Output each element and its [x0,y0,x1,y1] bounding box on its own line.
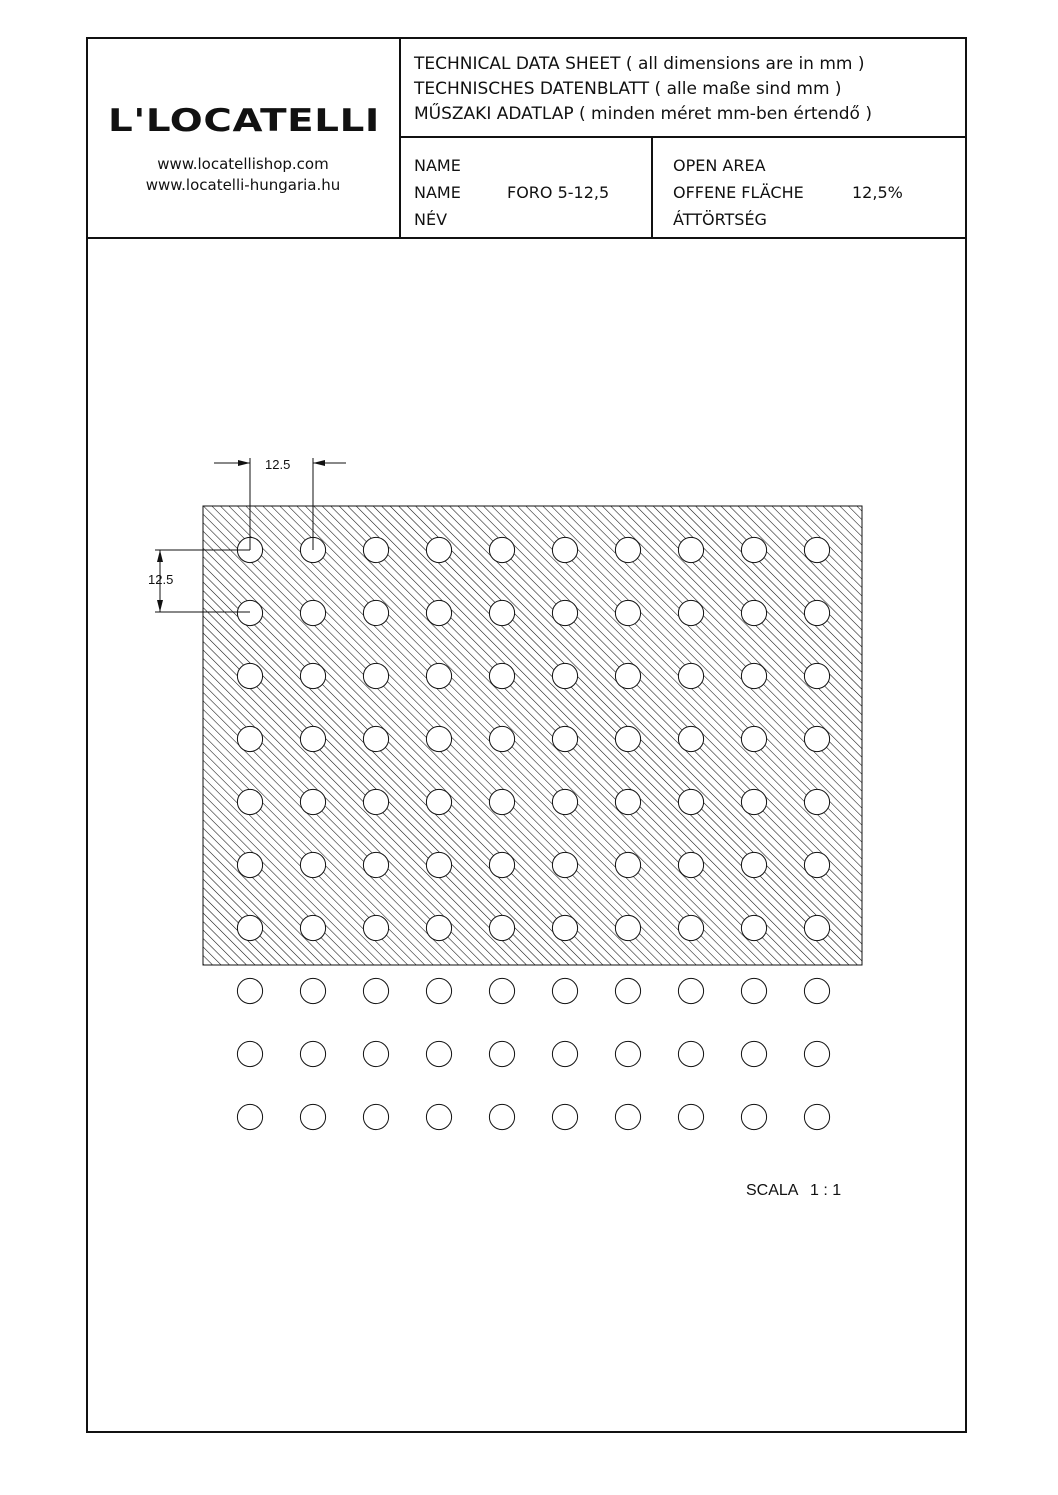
name-label-hu: NÉV [414,210,448,229]
scale-note [746,1182,841,1200]
hole [615,726,640,751]
hole [426,978,451,1003]
header-bottom-divider [86,237,967,239]
hole [804,726,829,751]
hole [741,537,766,562]
hole [426,1104,451,1129]
hole [300,978,325,1003]
hole [804,537,829,562]
hole [741,600,766,625]
hole [363,1041,388,1066]
hole [615,1104,640,1129]
hole [300,852,325,877]
hole [678,789,703,814]
hole [678,726,703,751]
hole [552,978,577,1003]
hole [678,600,703,625]
hole [237,852,262,877]
hole [489,726,514,751]
scale-label: SCALA [746,1182,798,1199]
hole [237,726,262,751]
title-line-de: TECHNISCHES DATENBLATT ( alle maße sind mm ) [414,79,842,99]
hole [363,789,388,814]
hole [804,915,829,940]
open-area-label-en: OPEN AREA [673,156,766,175]
hole [741,1104,766,1129]
hole [678,1041,703,1066]
open-area-label-hu: ÁTTÖRTSÉG [673,210,767,229]
open-area-value: 12,5% [852,183,903,202]
hole [237,915,262,940]
hole [678,537,703,562]
hole [615,978,640,1003]
hole [489,915,514,940]
hole [363,537,388,562]
hole [237,1041,262,1066]
hole [489,1104,514,1129]
hole [237,600,262,625]
name-label-de: NAME [414,183,461,202]
name-value: FORO 5-12,5 [507,183,610,202]
open-area-label-de: OFFENE FLÄCHE [673,183,804,202]
hole [426,852,451,877]
name-label-en: NAME [414,156,461,175]
hole [678,663,703,688]
hole [804,852,829,877]
hole [804,1041,829,1066]
hole [426,915,451,940]
hole [426,1041,451,1066]
hole [363,1104,388,1129]
hole [300,1104,325,1129]
hole [552,537,577,562]
hole [489,663,514,688]
hole [741,1041,766,1066]
url-locatelli-hungaria[interactable]: www.locatelli-hungaria.hu [145,176,341,194]
hole [678,1104,703,1129]
hole [489,789,514,814]
hole [426,789,451,814]
hole [552,852,577,877]
title-line-en: TECHNICAL DATA SHEET ( all dimensions are in mm ) [414,54,865,74]
hole [741,852,766,877]
logo-text: L'LOCATELLI [108,103,380,136]
hole [237,789,262,814]
hole [615,600,640,625]
hole [804,978,829,1003]
hole [300,600,325,625]
hole [363,852,388,877]
hole [552,1041,577,1066]
hole [741,915,766,940]
hole [615,537,640,562]
hole [426,537,451,562]
hole [300,1041,325,1066]
hole [615,915,640,940]
hole [300,789,325,814]
hole [552,915,577,940]
hole [552,789,577,814]
hole [552,663,577,688]
hole [741,726,766,751]
title-divider [399,136,967,138]
hole [489,537,514,562]
hole [678,852,703,877]
hole [804,1104,829,1129]
hole [426,726,451,751]
hole [300,726,325,751]
perforated-plate-drawing [130,450,890,1180]
hole [552,600,577,625]
logo-divider [399,37,401,239]
hole [804,663,829,688]
hole [804,789,829,814]
hole [300,663,325,688]
hole [426,663,451,688]
hole [237,663,262,688]
hole [489,978,514,1003]
name-divider [651,136,653,239]
locatelli-logo [108,100,383,136]
hole [804,600,829,625]
hole [363,663,388,688]
hole [615,852,640,877]
hole [426,600,451,625]
vertical-pitch-label: 12.5 [148,572,174,587]
hole [237,978,262,1003]
title-line-hu: MŰSZAKI ADATLAP ( minden méret mm-ben értendő ) [414,104,872,124]
scale-value: 1 : 1 [810,1182,842,1199]
url-locatellishop[interactable]: www.locatellishop.com [157,155,329,173]
hole [363,915,388,940]
hole [615,789,640,814]
hole [363,978,388,1003]
hole [489,852,514,877]
hole [489,600,514,625]
hole [237,1104,262,1129]
hole [615,663,640,688]
horizontal-pitch-label: 12.5 [265,457,291,472]
hole [363,726,388,751]
hole [552,726,577,751]
hole [363,600,388,625]
hole [678,978,703,1003]
hole [615,1041,640,1066]
hole [678,915,703,940]
hole [489,1041,514,1066]
hole [741,663,766,688]
hole [741,978,766,1003]
hole [741,789,766,814]
hole [552,1104,577,1129]
hole [300,915,325,940]
